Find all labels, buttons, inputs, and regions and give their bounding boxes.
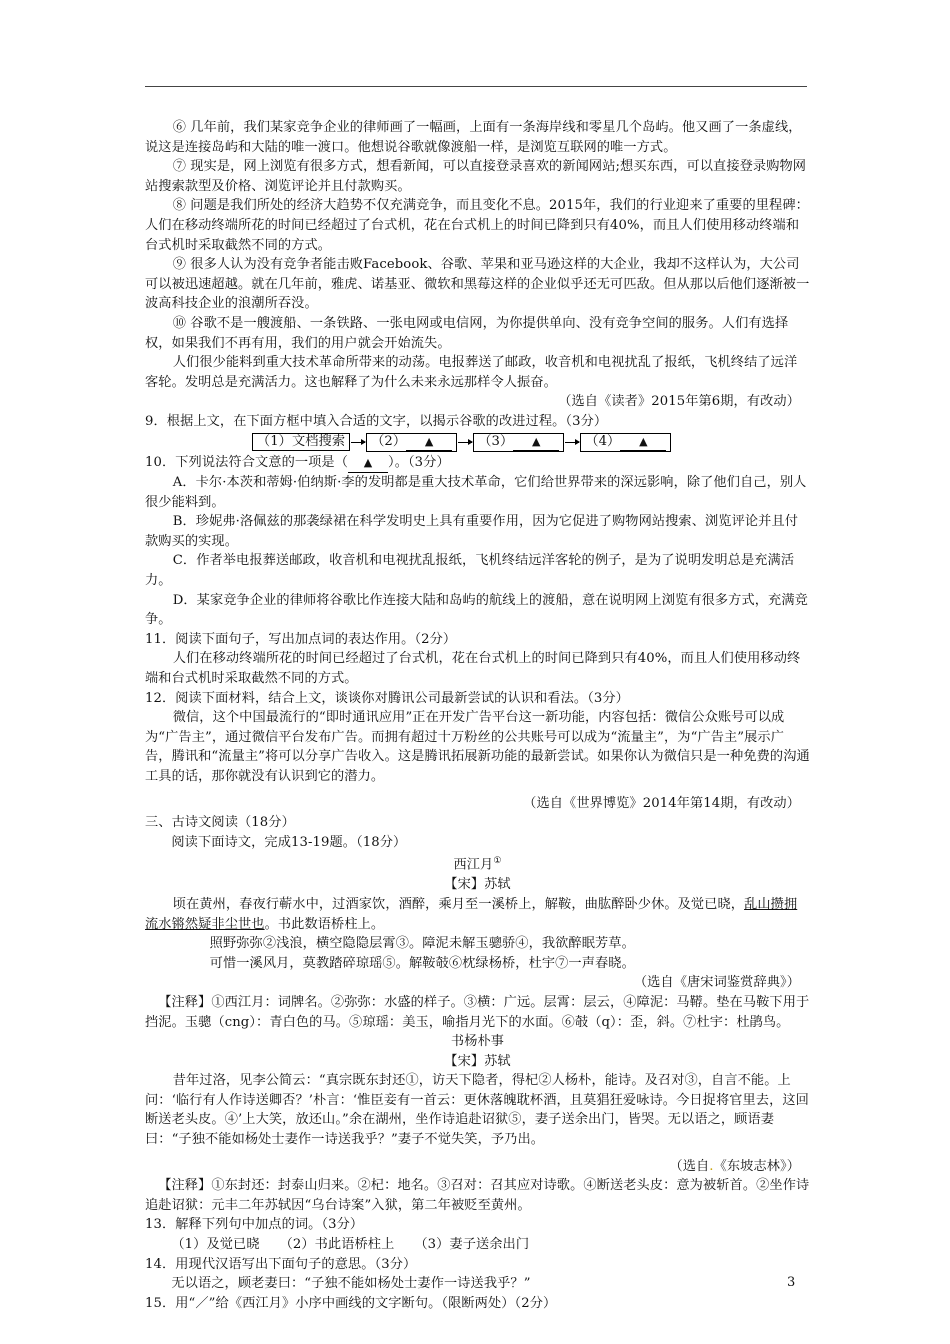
prose-title: 书杨朴事 — [450, 1034, 505, 1050]
option-d: D．某家竞争企业的律师将谷歌比作连接大陆和岛屿的航线上的渡船，意在说明网上浏览有很多方式，充满竞争。 — [145, 592, 808, 628]
flow-step-1: （1）文档搜索 — [252, 433, 350, 451]
flow-step-3[interactable] — [473, 433, 564, 452]
material-source: （选自《世界博览》2014年第14期，有改动） — [523, 795, 800, 811]
paragraph-8: ⑧ 问题是我们所处的经济大趋势不仅充满竞争，而且变化不息。2015年，我们的行业迎来了重要的里程碑：人们在移动终端所花的时间已经超过了台式机，花在台式机上的时间已降到只有40%，而且人们使用移动终端和台式机时采取截然不同的方式。 — [145, 198, 809, 253]
poem-notes: 【注释】①西江月：词牌名。②弥弥：水盛的样子。③横：广远。层霄：层云，④障泥：马鞯。垫在马鞍下用于挡泥。玉骢（cng）：青白色的马。⑤琼瑶：美玉，喻指月光下的水面。⑥攲（q）：歪，斜。⑦杜宇：杜鹃鸟。 — [145, 994, 810, 1030]
poem-preface: 顷在黄州，春夜行蕲水中，过酒家饮，酒醉，乘月至一溪桥上，解鞍，曲肱醉卧少休。及觉已晓，乱山攒拥流水锵然疑非尘世也。书此数语桥柱上。 — [145, 896, 798, 932]
prose-author: 【宋】苏轼 — [444, 1053, 511, 1069]
section-heading: 三、古诗文阅读（18分） — [145, 815, 295, 831]
option-c: C．作者举电报葬送邮政，收音机和电视扰乱报纸，飞机终结远洋客轮的例子，是为了说明发明总是充满活力。 — [145, 553, 795, 589]
passage-source: （选自《读者》2015年第6期，有改动） — [558, 394, 800, 410]
poem-line-1: 照野弥弥②浅浪，横空隐隐层霄③。障泥未解玉骢骄④，我欲醉眠芳草。 — [209, 936, 635, 952]
paragraph-7: ⑦ 现实是，网上浏览有很多方式，想看新闻，可以直接登录喜欢的新闻网站;想买东西，可以直接登录购物网站搜索款型及价格、浏览评论并且付款购买。 — [145, 159, 807, 194]
question-13: 13．解释下列句中加点的词。（3分） — [145, 1217, 364, 1233]
paragraph-11: 人们很少能料到重大技术革命所带来的动荡。电报葬送了邮政，收音机和电视扰乱了报纸，飞机终结了远洋客轮。发明总是充满活力。这也解释了为什么未来永远那样令人振奋。 — [145, 355, 798, 390]
page-number: 3 — [787, 1275, 796, 1290]
answer-blank[interactable]: ▲ — [348, 453, 388, 474]
flow-step-2[interactable] — [366, 433, 457, 452]
question-14-sentence: 无以语之，顾老妻曰：“子独不能如杨处士妻作一诗送我乎？” — [171, 1276, 531, 1292]
flow-step-3-label: （3） — [478, 433, 514, 449]
option-b: B．珍妮弗·洛佩兹的那袭绿裙在科学发明史上具有重要作用，因为它促进了购物网站搜索、浏览评论并且付款购买的实现。 — [145, 514, 799, 549]
flow-arrow — [351, 442, 365, 443]
flow-step-2-label: （2） — [371, 433, 407, 449]
prose-body: 昔年过洛，见李公简云：“真宗既东封还①，访天下隐者，得杞②人杨朴，能诗。及召对③，自言不能。上问：‘临行有人作诗送卿否？’朴言：‘惟臣妾有一首云：更休落魄耽杯酒，且莫猖狂爱咏诗。今日捉将官里去，这回断送老头皮。④’上大笑，放还山。”余在湖州，坐作诗追赴诏狱⑤，妻子送余出门，皆哭。无以语之，顾语妻曰：“子独不能如杨处士妻作一诗送我乎？”妻子不觉失笑，予乃出。 — [145, 1073, 809, 1148]
search-evolution-diagram — [145, 433, 810, 452]
document-body — [145, 118, 810, 1313]
flow-arrow — [565, 442, 579, 443]
poem-line-2: 可惜一溪风月，莫教踏碎琼瑶⑤。解鞍攲⑥枕绿杨桥，杜宇⑦一声春晓。 — [209, 955, 635, 971]
poem-author: 【宋】苏轼 — [444, 877, 511, 893]
header-rule — [145, 86, 807, 87]
paragraph-6: ⑥ 几年前，我们某家竞争企业的律师画了一幅画，上面有一条海岸线和零星几个岛屿。他又画了一条虚线，说这是连接岛屿和大陆的唯一渡口。他想说谷歌就像渡船一样，是浏览互联网的唯一方式。 — [145, 120, 802, 155]
option-a: A．卡尔·本茨和蒂姆·伯纳斯·李的发明都是重大技术革命，它们给世界带来的深远影响，除了他们自己，别人很少能料到。 — [145, 475, 807, 510]
question-14: 14．用现代汉语写出下面句子的意思。（3分） — [145, 1256, 417, 1272]
question-12: 12．阅读下面材料，结合上文，谈谈你对腾讯公司最新尝试的认识和看法。（3分） — [145, 690, 629, 706]
answer-blank[interactable]: ▲ — [513, 434, 559, 451]
question-13-items: （1）及觉已晓 （2）书此语桥柱上 （3）妻子送余出门 — [171, 1237, 530, 1253]
prose-notes: 【注释】①东封还：封泰山归来。②杞：地名。③召对：召其应对诗歌。④断送老头皮：意为被斩首。②坐作诗追赴诏狱：元丰二年苏轼因“乌台诗案”入狱，第二年被贬至黄州。 — [145, 1178, 810, 1213]
section-instruction: 阅读下面诗文，完成13-19题。（18分） — [171, 834, 407, 850]
question-11-sentence: 人们在移动终端所花的时间已经超过了台式机，花在台式机上的时间已降到只有40%，而且人们使用移动终端和台式机时采取截然不同的方式。 — [145, 651, 801, 687]
answer-blank[interactable]: ▲ — [620, 434, 666, 451]
flow-arrow — [458, 442, 472, 443]
underlined-passage: 乱山攒拥流水锵然疑非尘世也 — [145, 896, 798, 932]
flow-step-4-label: （4） — [585, 433, 621, 449]
poem-source: （选自《唐宋词鉴赏辞典》） — [633, 975, 800, 991]
poem-title: 西江月① — [453, 856, 502, 873]
question-12-material: 微信，这个中国最流行的“即时通讯应用”正在开发广告平台这一新功能，内容包括：微信公众账号可以成为“广告主”，通过微信平台发布广告。而拥有超过十万粉丝的公共账号可以成为“流量主”，为“广告主”展示广告，腾讯和“流量主”将可以分享广告收入。这是腾讯拓展新功能的最新尝试。如果你认为微信只是一种免费的沟通工具的话，那你就没有认识到它的潜力。 — [145, 710, 810, 784]
paragraph-10: ⑩ 谷歌不是一艘渡船、一条铁路、一张电网或电信网，为你提供单向、没有竞争空间的服务。人们有选择权，如果我们不再有用，我们的用户就会开始流失。 — [145, 315, 789, 351]
question-15: 15．用“／”给《西江月》小序中画线的文字断句。（限断两处）（2分） — [145, 1295, 557, 1311]
question-11: 11．阅读下面句子，写出加点词的表达作用。（2分） — [145, 631, 457, 647]
paragraph-9: ⑨ 很多人认为没有竞争者能击败Facebook、谷歌、苹果和亚马逊这样的大企业，我却不这样认为，大公司可以被迅速超越。就在几年前，雅虎、诺基亚、微软和黑莓这样的企业似乎还无可匹敌。但从那以后他们逐渐被一波高科技企业的浪潮所吞没。 — [145, 257, 810, 312]
answer-blank[interactable]: ▲ — [406, 434, 452, 451]
question-9: 9．根据上文，在下面方框中填入合适的文字，以揭示谷歌的改进过程。（3分） — [145, 413, 608, 429]
flow-step-4[interactable] — [580, 433, 671, 452]
question-10: 10．下列说法符合文意的一项是（ ▲ ）。（3分） — [145, 453, 810, 474]
prose-source: （选自.《东坡志林》） — [669, 1158, 800, 1174]
